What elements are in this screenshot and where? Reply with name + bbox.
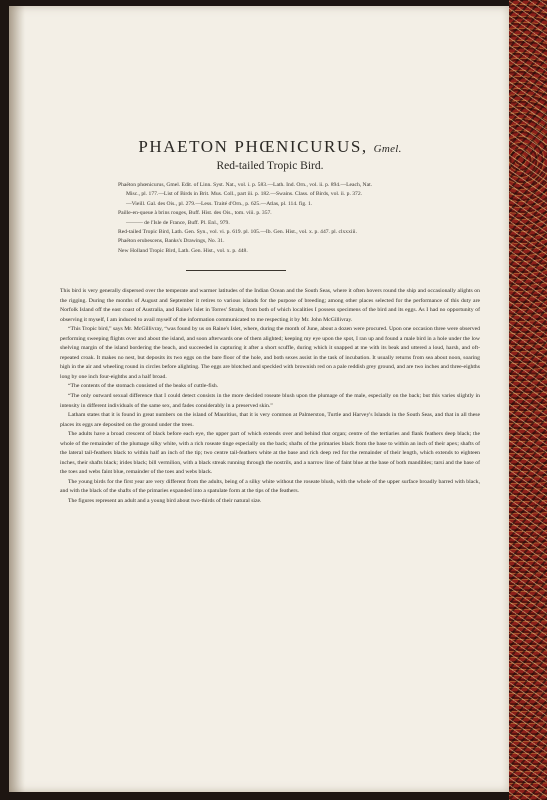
- body-paragraph: The young birds for the first year are very different from the adults, being of a silky white without the roseate blush, with the whole of the upper surface broadly barred with black, and with the black of the shafts of the primaries expanded into a spatulate form at the tips of the feathers.: [60, 478, 480, 495]
- synonymy-line: Misc., pl. 177.—List of Birds in Brit. Mus. Coll., part iii. p. 182.—Swains. Class. of Birds, vol. ii. p. 372.: [126, 191, 363, 198]
- page-gutter: [9, 6, 25, 792]
- body-paragraph: The adults have a broad crescent of black before each eye, the upper part of which extends over and behind that organ; centre of the tertiaries and flank feathers deep black; the whole of the remainder of the plumage silky white, with a rich roseate tinge especially on the back; shafts of the primaries black from the base to within an inch of their apex; shafts of the lateral tail-feathers black to within half an inch of the tip; two centre tail-feathers white at the base and rich deep red for the remainder of their length, which extends to eighteen inches, their shafts black; irides black; bill vermilion, with a black streak running through the nostrils, and a narrow line of faint blue at the base of both mandibles; tarsi and the base of the toes and webs faint blue, remainder of the toes and webs black.: [60, 431, 480, 476]
- body-text: [60, 287, 480, 507]
- synonymy-line: Phaëton phœnicurus, Gmel. Edit. of Linn. Syst. Nat., vol. i. p. 583.—Lath. Ind. Orn., vol. ii. p. 894.—Leach, Nat.: [118, 182, 373, 188]
- synonymy-line: ——— de l'Isle de France, Buff. Pl. Enl., 979.: [126, 219, 230, 226]
- synonymy-line: —Vieill. Gal. des Ois., pl. 279.—Less. Traité d'Orn., p. 625.—Atlas, pl. 114. fig. 1.: [126, 200, 313, 207]
- synonymy-line: Paille-en-queue à brins rouges, Buff. Hist. des Ois., tom. viii. p. 357.: [118, 210, 272, 217]
- common-name: Red-tailed Tropic Bird.: [216, 160, 324, 172]
- synonymy-line: Phaëton erubescens, Banks's Drawings, No. 31.: [118, 238, 225, 245]
- body-paragraph: “The contents of the stomach consisted of the beaks of cuttle-fish.: [68, 383, 219, 390]
- synonymy-line: New Holland Tropic Bird, Lath. Gen. Hist., vol. x. p. 448.: [118, 247, 248, 254]
- body-paragraph: “This Tropic bird,” says Mr. McGillivray, “was found by us on Raine's Islet, where, during the month of June, about a dozen were procured. Upon one occasion three were observed performing sweeping flights over and about the island, and soon afterwards one of them alighted; keeping my eye upon the spot, I ran up and found a male bird in a hole under the low shelving margin of the island bordering the beach, and succeeded in capturing it after a short scuffle, during which it snapped at me with its beak and uttered a loud, harsh, and oft-repeated croak. It makes no nest, but deposits its two eggs on the bare floor of the hole, and both sexes assist in the task of incubation. It usually returns from sea about noon, soaring high in the air and wheeling round in circles before alighting. The eggs are blotched and speckled with brownish red on a pale reddish grey ground, and are two inches and three-eighths long by one inch four-eighths and a half broad.: [60, 326, 480, 380]
- body-paragraph: Latham states that it is found in great numbers on the island of Mauritius, that it is very common at Palmerston, Turtle and Harvey's Islands in the South Seas, and that in all these places its eggs are deposited on the ground under the trees.: [60, 412, 480, 428]
- body-paragraph: The figures represent an adult and a young bird about two-thirds of their natural size.: [68, 498, 262, 505]
- body-paragraph: “The only outward sexual difference that I could detect consists in the more decided roseate blush upon the plumage of the male, especially on the back; but this varies slightly in intensity in different individuals of the same sex, and fades considerably in a preserved skin.”: [60, 393, 480, 409]
- section-divider: [186, 270, 286, 271]
- species-name: PHAETON PHŒNICURUS,: [138, 137, 368, 156]
- species-author: Gmel.: [373, 143, 402, 155]
- synonymy-block: [118, 181, 547, 256]
- body-paragraph: This bird is very generally dispersed over the temperate and warmer latitudes of the Indian Ocean and the South Seas, where it often hovers round the ship and occasionally alights on the rigging. During the months of August and September it retires to various islands for the purpose of breeding; among other places selected for the performance of this duty are Norfolk Island off the east coast of Australia, and Raine's Islet in Torres' Straits, from both of which localities I possess specimens of the bird and its eggs. As I had no opportunity of observing it myself, I am induced to avail myself of the information communicated to me respecting it by Mr. John McGillivray.: [60, 288, 480, 323]
- marbled-endpaper: [509, 0, 547, 800]
- page-title: [60, 137, 480, 157]
- synonymy-line: Red-tailed Tropic Bird, Lath. Gen. Syn., vol. vi. p. 619. pl. 105.—Ib. Gen. Hist., vol. x. p. 447. pl. clxxxiii.: [118, 229, 357, 236]
